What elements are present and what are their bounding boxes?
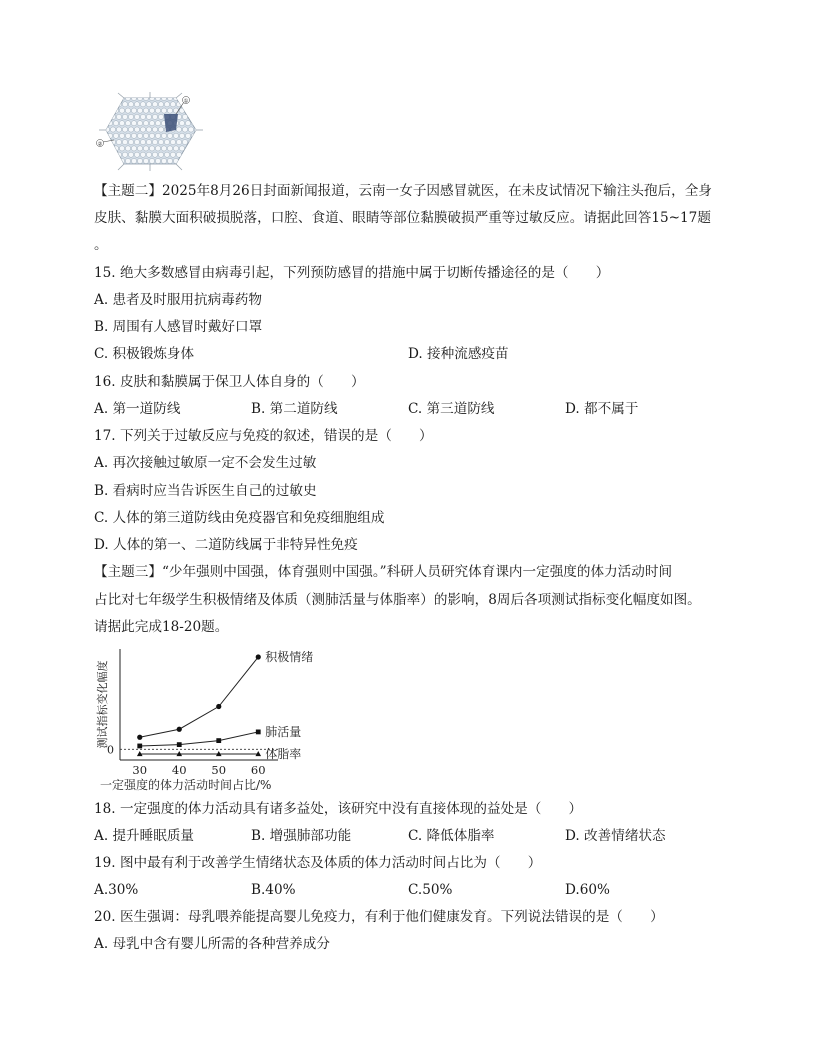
capsomere-dot bbox=[191, 146, 196, 151]
capsomere-dot bbox=[152, 127, 157, 132]
capsomere-dot bbox=[119, 146, 124, 151]
capsomere-dot bbox=[131, 146, 136, 151]
topic3-line2: 占比对七年级学生积极情绪及体质（测肺活量与体脂率）的影响，8周后各项测试指标变化幅度如图。 bbox=[94, 592, 701, 608]
capsomere-dot bbox=[191, 158, 196, 163]
capsomere-dot bbox=[176, 127, 181, 132]
capsomere-dot bbox=[152, 140, 157, 145]
capsomere-dot bbox=[128, 102, 133, 107]
q20-stem: 20. 医生强调：母乳喂养能提高婴儿免疫力，有利于他们健康发育。下列说法错误的是（ ） bbox=[94, 909, 664, 925]
capsomere-dot bbox=[164, 152, 169, 157]
capsomere-dot bbox=[107, 121, 112, 126]
capsomere-dot bbox=[167, 158, 172, 163]
capsomere-dot bbox=[104, 114, 109, 119]
capsomere-dot bbox=[104, 140, 109, 145]
capsomere-dot bbox=[143, 108, 148, 113]
capsomere-dot bbox=[113, 133, 118, 138]
capsomere-dot bbox=[170, 140, 175, 145]
q17-option-d: D. 人体的第一、二道防线属于非特异性免疫 bbox=[94, 537, 358, 553]
capsomere-dot bbox=[185, 108, 190, 113]
topic3-line1: 【主题三】“少年强则中国强，体育强则中国强。”科研人员研究体育课内一定强度的体力活动时间 bbox=[94, 564, 673, 580]
chart-data-point bbox=[216, 738, 221, 743]
capsomere-dot bbox=[107, 95, 112, 100]
capsomere-dot bbox=[140, 140, 145, 145]
capsomere-dot bbox=[170, 152, 175, 157]
capsomere-dot bbox=[104, 102, 109, 107]
capsomere-dot bbox=[128, 127, 133, 132]
capsomere-dot bbox=[131, 158, 136, 163]
capsomere-dot bbox=[146, 114, 151, 119]
capsomere-dot bbox=[179, 158, 184, 163]
capsomere-dot bbox=[128, 152, 133, 157]
chart-data-point bbox=[177, 742, 182, 747]
capsomere-dot bbox=[143, 133, 148, 138]
q15-option-c: C. 积极锻炼身体 bbox=[94, 346, 195, 362]
q16-stem: 16. 皮肤和黏膜属于保卫人体自身的（ ） bbox=[94, 374, 365, 390]
chart-x-axis-label: 一定强度的体力活动时间占比/% bbox=[100, 778, 272, 792]
capsomere-dot bbox=[158, 114, 163, 119]
capsomere-dot bbox=[146, 127, 151, 132]
capsomere-dot bbox=[191, 95, 196, 100]
capsomere-dot bbox=[170, 102, 175, 107]
capsomere-dot bbox=[182, 127, 187, 132]
capsomere-dot bbox=[185, 158, 190, 163]
q17-option-a: A. 再次接触过敏原一定不会发生过敏 bbox=[94, 455, 317, 471]
capsomere-dot bbox=[113, 121, 118, 126]
chart-series-label-2: 肺活量 bbox=[265, 724, 302, 739]
capsomere-dot bbox=[134, 127, 139, 132]
chart-data-point bbox=[256, 654, 261, 659]
capsomere-dot bbox=[143, 158, 148, 163]
capsomere-dot bbox=[188, 127, 193, 132]
q17-stem: 17. 下列关于过敏反应与免疫的叙述，错误的是（ ） bbox=[94, 428, 433, 444]
chart-data-point bbox=[216, 704, 221, 709]
capsomere-dot bbox=[173, 108, 178, 113]
capsomere-dot bbox=[125, 108, 130, 113]
capsomere-dot bbox=[125, 95, 130, 100]
q19-option-c: C.50% bbox=[408, 882, 453, 898]
q15-stem: 15. 绝大多数感冒由病毒引起，下列预防感冒的措施中属于切断传播途径的是（ ） bbox=[94, 265, 610, 281]
capsomere-dot bbox=[104, 152, 109, 157]
capsomere-dot bbox=[179, 133, 184, 138]
capsomere-dot bbox=[158, 140, 163, 145]
capsomere-dot bbox=[146, 140, 151, 145]
capsomere-dot bbox=[131, 108, 136, 113]
capsomere-dot bbox=[146, 102, 151, 107]
capsomere-dot bbox=[101, 158, 106, 163]
chart-y-axis-label: 测试指标变化幅度 bbox=[96, 660, 109, 749]
capsomere-dot bbox=[101, 133, 106, 138]
capsomere-dot bbox=[125, 133, 130, 138]
capsomere-dot bbox=[167, 133, 172, 138]
capsomere-dot bbox=[122, 114, 127, 119]
topic2-line3: 。 bbox=[94, 237, 108, 253]
virus-structure-figure bbox=[94, 92, 214, 172]
capsomere-dot bbox=[158, 102, 163, 107]
capsomere-dot bbox=[167, 146, 172, 151]
chart-series-label-1: 积极情绪 bbox=[265, 650, 314, 665]
q18-option-a: A. 提升睡眠质量 bbox=[94, 828, 195, 844]
capsomere-dot bbox=[122, 140, 127, 145]
capsomere-dot bbox=[137, 133, 142, 138]
q15-option-d: D. 接种流感疫苗 bbox=[408, 346, 509, 362]
capsomere-dot bbox=[185, 133, 190, 138]
capsomere-dot bbox=[119, 133, 124, 138]
q15-option-b: B. 周围有人感冒时戴好口罩 bbox=[94, 319, 263, 335]
q17-option-c: C. 人体的第三道防线由免疫器官和免疫细胞组成 bbox=[94, 510, 385, 526]
capsomere-dot bbox=[107, 158, 112, 163]
capsomere-dot bbox=[152, 152, 157, 157]
capsomere-dot bbox=[164, 102, 169, 107]
capsomere-dot bbox=[149, 158, 154, 163]
capsomere-dot bbox=[107, 108, 112, 113]
capsomere-dot bbox=[188, 152, 193, 157]
capsomere-dot bbox=[143, 121, 148, 126]
capsomere-dot bbox=[161, 158, 166, 163]
capsomere-dot bbox=[155, 158, 160, 163]
q19-option-a: A.30% bbox=[94, 882, 139, 898]
capsomere-dot bbox=[143, 95, 148, 100]
q16-option-d: D. 都不属于 bbox=[565, 401, 639, 417]
capsomere-dot bbox=[128, 114, 133, 119]
capsomere-dot bbox=[167, 95, 172, 100]
q19-option-d: D.60% bbox=[565, 882, 610, 898]
capsomere-dot bbox=[137, 146, 142, 151]
chart-series-label-3: 体脂率 bbox=[265, 746, 302, 761]
chart-x-tick-label: 40 bbox=[171, 763, 187, 777]
capsomere-dot bbox=[110, 127, 115, 132]
capsomere-dot bbox=[119, 108, 124, 113]
chart-x-tick-label: 30 bbox=[132, 763, 148, 777]
q18-option-c: C. 降低体脂率 bbox=[408, 828, 495, 844]
capsomere-dot bbox=[152, 114, 157, 119]
capsomere-dot bbox=[149, 121, 154, 126]
topic2-line2: 皮肤、黏膜大面积破损脱落，口腔、食道、眼睛等部位黏膜破损严重等过敏反应。请据此回答15~17题 bbox=[94, 210, 711, 226]
capsomere-dot bbox=[161, 133, 166, 138]
capsomere-dot bbox=[116, 114, 121, 119]
capsomere-dot bbox=[137, 95, 142, 100]
capsomere-dot bbox=[122, 127, 127, 132]
capsomere-dot bbox=[101, 121, 106, 126]
capsomere-dot bbox=[179, 121, 184, 126]
capsomere-dot bbox=[113, 146, 118, 151]
capsomere-dot bbox=[122, 102, 127, 107]
capsomere-dot bbox=[182, 140, 187, 145]
capsomere-dot bbox=[158, 152, 163, 157]
label-1: ① bbox=[183, 98, 189, 105]
capsomere-dot bbox=[107, 146, 112, 151]
capsomere-dot bbox=[161, 146, 166, 151]
chart-data-point bbox=[256, 730, 261, 735]
capsomere-dot bbox=[194, 127, 199, 132]
capsomere-dot bbox=[149, 133, 154, 138]
topic3-line3: 请据此完成18-20题。 bbox=[94, 619, 229, 635]
q19-stem: 19. 图中最有利于改善学生情绪状态及体质的体力活动时间占比为（ ） bbox=[94, 855, 542, 871]
capsomere-dot bbox=[167, 108, 172, 113]
q15-option-a: A. 患者及时服用抗病毒药物 bbox=[94, 292, 262, 308]
capsomere-dot bbox=[137, 158, 142, 163]
q18-option-d: D. 改善情绪状态 bbox=[565, 828, 666, 844]
capsomere-dot bbox=[191, 108, 196, 113]
capsomere-dot bbox=[155, 133, 160, 138]
chart-data-point bbox=[137, 744, 142, 749]
capsomere-dot bbox=[185, 121, 190, 126]
capsomere-dot bbox=[122, 152, 127, 157]
capsomere-dot bbox=[185, 146, 190, 151]
capsomere-dot bbox=[134, 152, 139, 157]
capsomere-dot bbox=[179, 146, 184, 151]
capsomere-dot bbox=[125, 158, 130, 163]
capsomere-dot bbox=[131, 121, 136, 126]
capsomere-dot bbox=[146, 152, 151, 157]
capsomere-dot bbox=[194, 152, 199, 157]
capsomere-dot bbox=[149, 108, 154, 113]
chart-data-point bbox=[137, 735, 142, 740]
capsomere-dot bbox=[173, 133, 178, 138]
capsomere-dot bbox=[194, 114, 199, 119]
capsomere-dot bbox=[116, 140, 121, 145]
capsomere-dot bbox=[164, 140, 169, 145]
capsomere-dot bbox=[161, 95, 166, 100]
capsomere-dot bbox=[179, 108, 184, 113]
capsomere-dot bbox=[101, 108, 106, 113]
capsomere-dot bbox=[110, 102, 115, 107]
capsomere-dot bbox=[155, 95, 160, 100]
capsomere-dot bbox=[176, 140, 181, 145]
q19-option-b: B.40% bbox=[251, 882, 296, 898]
capsomere-dot bbox=[119, 121, 124, 126]
q20-option-a: A. 母乳中含有婴儿所需的各种营养成分 bbox=[94, 936, 330, 952]
capsomere-dot bbox=[194, 140, 199, 145]
capsomere-dot bbox=[140, 102, 145, 107]
capsomere-dot bbox=[113, 95, 118, 100]
capsomere-dot bbox=[137, 121, 142, 126]
capsomere-dot bbox=[143, 146, 148, 151]
capsomere-dot bbox=[131, 95, 136, 100]
capsomere-dot bbox=[158, 127, 163, 132]
capsomere-dot bbox=[140, 127, 145, 132]
capsomere-dot bbox=[194, 102, 199, 107]
q16-option-c: C. 第三道防线 bbox=[408, 401, 495, 417]
capsomere-dot bbox=[113, 158, 118, 163]
chart-data-point bbox=[177, 727, 182, 732]
capsomere-dot bbox=[110, 152, 115, 157]
capsomere-dot bbox=[173, 146, 178, 151]
capsomere-dot bbox=[149, 146, 154, 151]
capsomere-dot bbox=[155, 108, 160, 113]
capsomere-dot bbox=[152, 102, 157, 107]
capsomere-dot bbox=[134, 102, 139, 107]
capsomere-dot bbox=[155, 121, 160, 126]
chart-y-tick-zero: 0 bbox=[107, 743, 114, 757]
q16-option-a: A. 第一道防线 bbox=[94, 401, 181, 417]
capsomere-dot bbox=[188, 102, 193, 107]
capsomere-dot bbox=[155, 146, 160, 151]
q17-option-b: B. 看病时应当告诉医生自己的过敏史 bbox=[94, 483, 317, 499]
capsomere-dot bbox=[116, 127, 121, 132]
capsomere-dot bbox=[131, 133, 136, 138]
capsomere-dot bbox=[137, 108, 142, 113]
capsomere-dot bbox=[125, 146, 130, 151]
label-2: ② bbox=[97, 141, 103, 148]
capsomere-dot bbox=[182, 152, 187, 157]
capsomere-dot bbox=[128, 140, 133, 145]
capsomere-dot bbox=[134, 114, 139, 119]
capsomere-dot bbox=[161, 108, 166, 113]
chart-x-tick-label: 50 bbox=[211, 763, 227, 777]
capsomere-dot bbox=[101, 95, 106, 100]
chart-series-line-1 bbox=[140, 657, 259, 737]
capsomere-dot bbox=[140, 114, 145, 119]
capsomere-dot bbox=[125, 121, 130, 126]
chart-x-tick-label: 60 bbox=[250, 763, 266, 777]
q18-option-b: B. 增强肺部功能 bbox=[251, 828, 352, 844]
topic2-line1: 【主题二】2025年8月26日封面新闻报道，云南一女子因感冒就医，在未皮试情况下输注头孢后，全身 bbox=[94, 183, 712, 199]
activity-effect-line-chart bbox=[94, 645, 354, 795]
capsomere-dot bbox=[140, 152, 145, 157]
capsomere-dot bbox=[134, 140, 139, 145]
q16-option-b: B. 第二道防线 bbox=[251, 401, 338, 417]
q18-stem: 18. 一定强度的体力活动具有诸多益处，该研究中没有直接体现的益处是（ ） bbox=[94, 801, 583, 817]
nucleic-acid-core bbox=[164, 114, 178, 132]
